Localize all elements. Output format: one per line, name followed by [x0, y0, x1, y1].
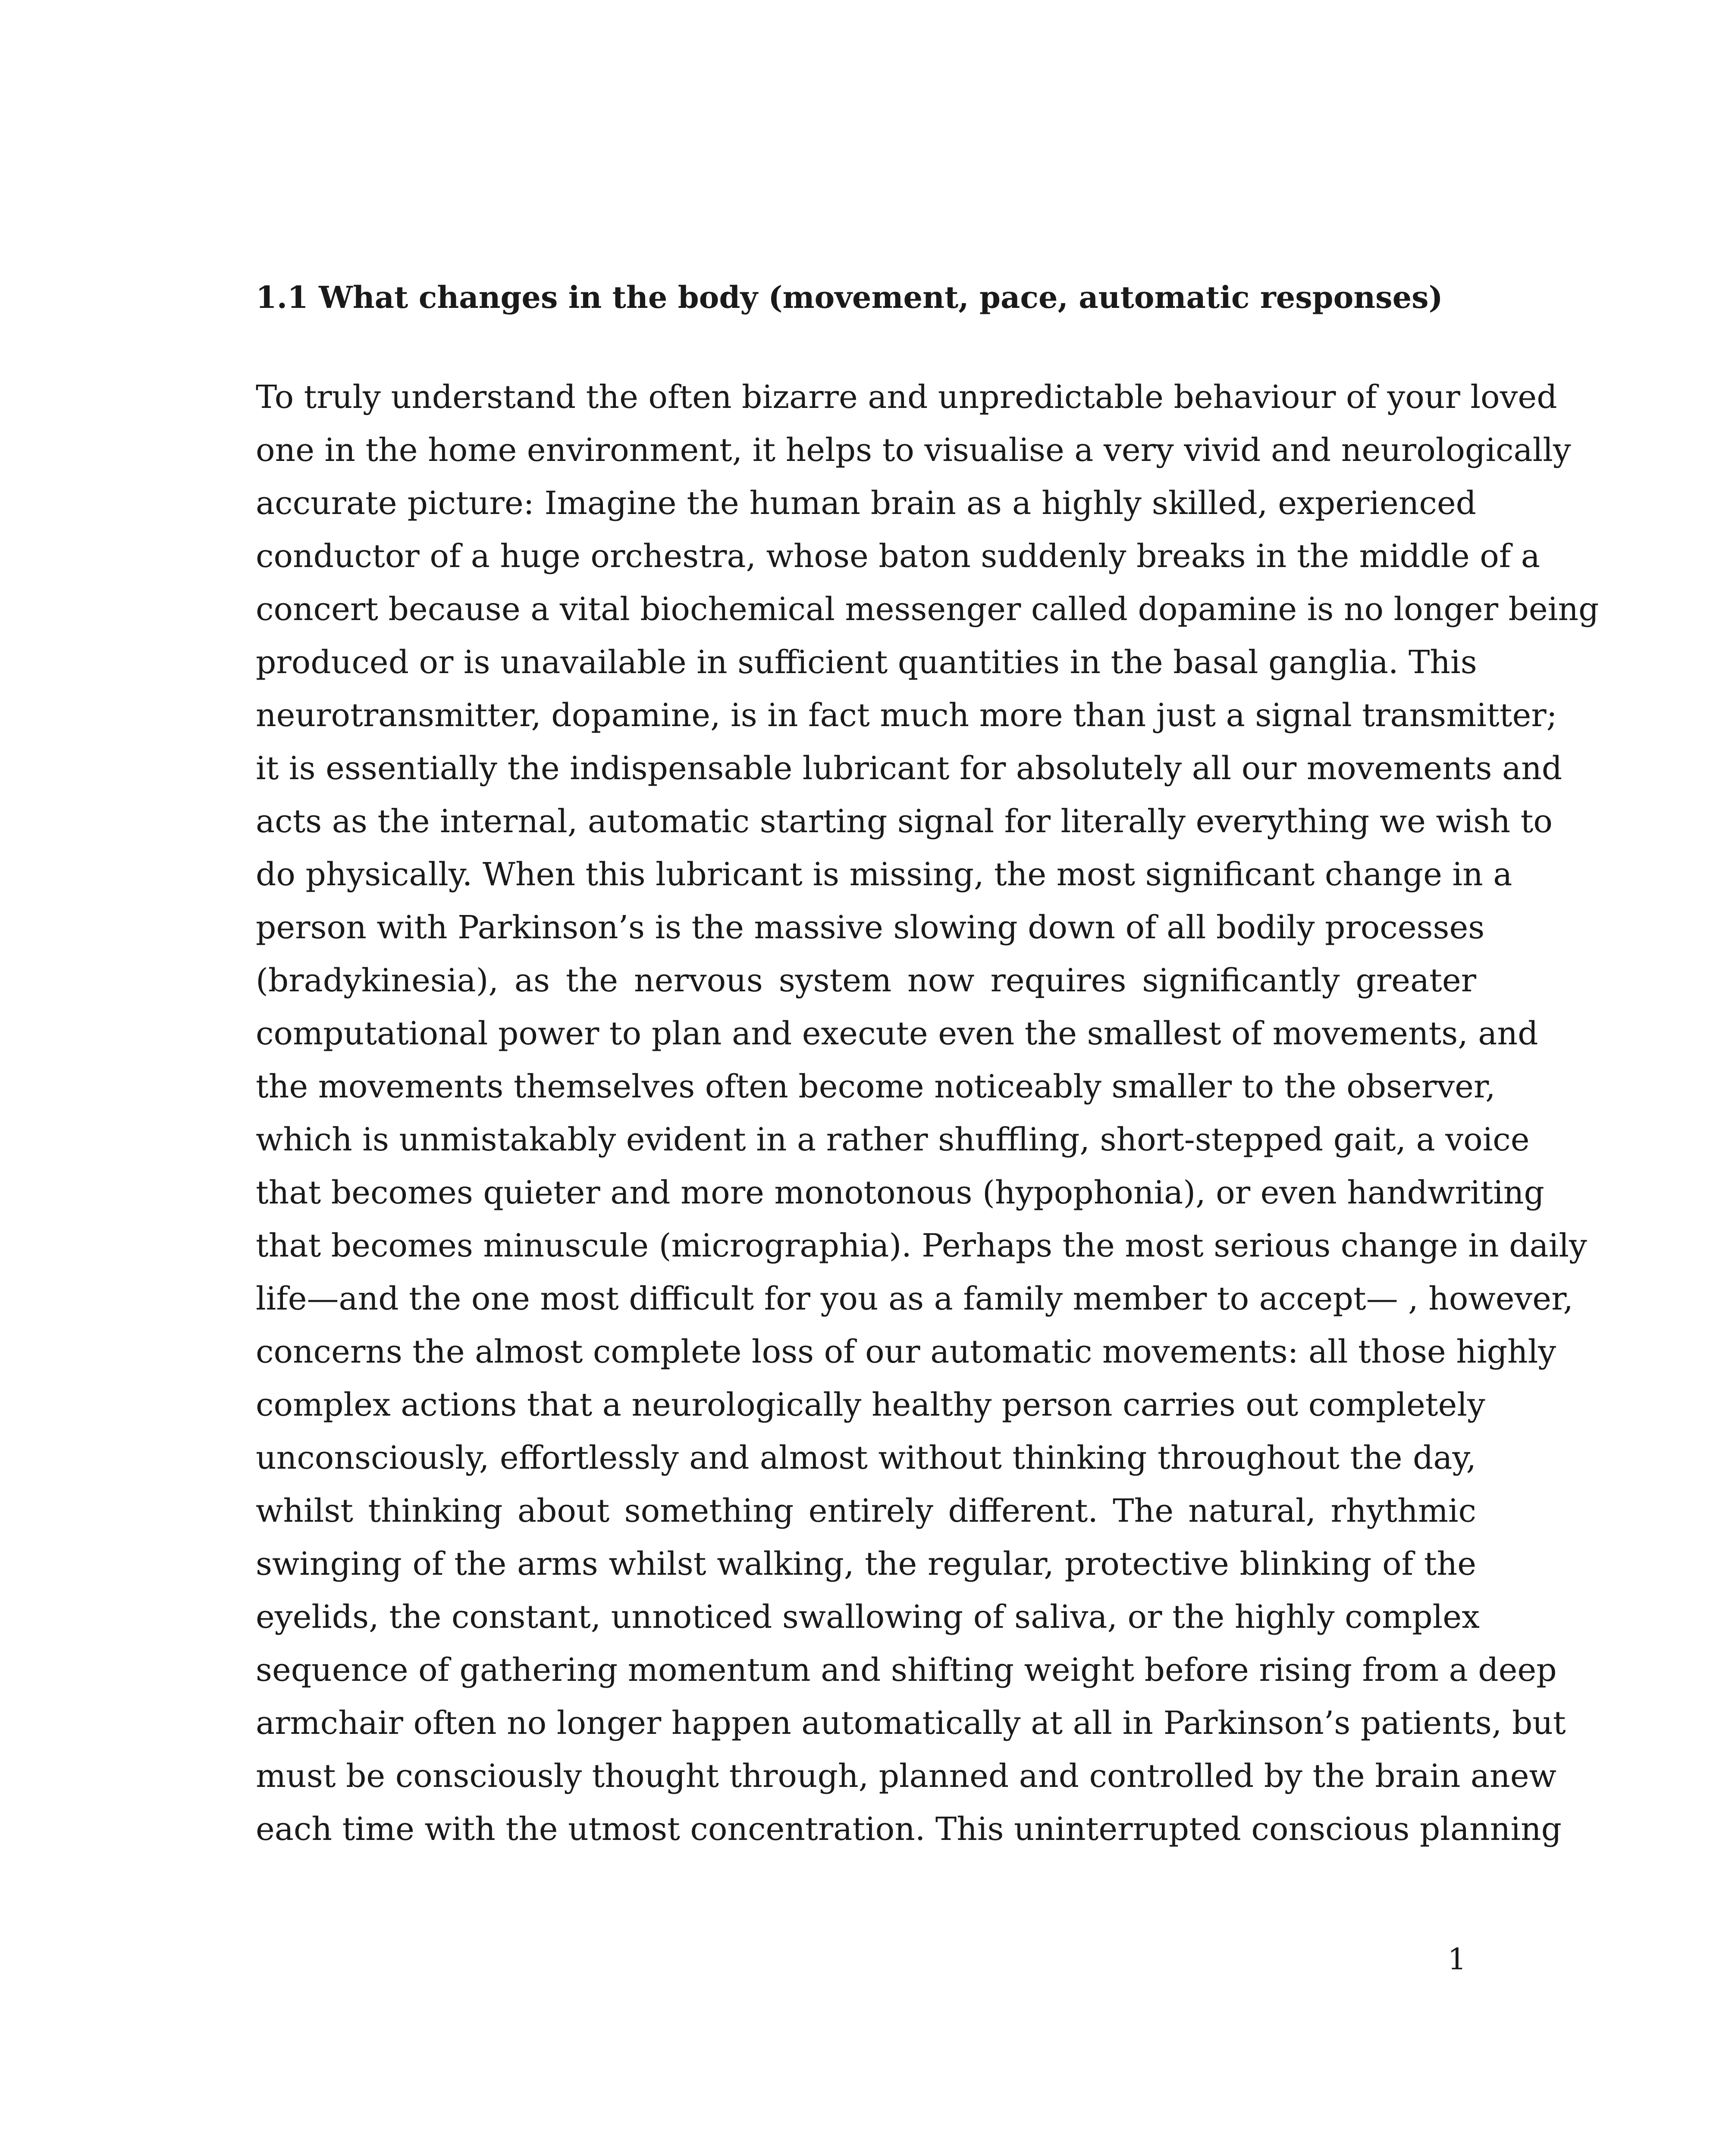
paragraph-line: the movements themselves often become noticeably smaller to the observer,	[256, 1068, 1496, 1105]
section-heading: 1.1 What changes in the body (movement, pace, automatic responses)	[256, 279, 1443, 315]
paragraph-line: each time with the utmost concentration. This uninterrupted conscious planning	[256, 1811, 1562, 1848]
paragraph-line: whilst thinking about something entirely different. The natural, rhythmic	[256, 1492, 1476, 1529]
paragraph-line: unconsciously, effortlessly and almost without thinking throughout the day,	[256, 1439, 1476, 1476]
paragraph-line: produced or is unavailable in sufficient quantities in the basal ganglia. This	[256, 644, 1477, 681]
paragraph-line: must be consciously thought through, planned and controlled by the brain anew	[256, 1758, 1556, 1795]
paragraph-line: swinging of the arms whilst walking, the regular, protective blinking of the	[256, 1545, 1476, 1583]
paragraph-line: conductor of a huge orchestra, whose baton suddenly breaks in the middle of a	[256, 538, 1540, 575]
paragraph-line: life—and the one most difficult for you as a family member to accept— , however,	[256, 1280, 1573, 1317]
paragraph-line: it is essentially the indispensable lubricant for absolutely all our movements and	[256, 750, 1563, 787]
page-number: 1	[1447, 1943, 1466, 1977]
paragraph-line: do physically. When this lubricant is missing, the most significant change in a	[256, 856, 1512, 893]
paragraph-line: accurate picture: Imagine the human brain as a highly skilled, experienced	[256, 485, 1476, 522]
paragraph-line: To truly understand the often bizarre and unpredictable behaviour of your loved	[256, 379, 1557, 416]
body-paragraph	[256, 371, 1599, 1856]
paragraph-line: (bradykinesia), as the nervous system now requires significantly greater	[256, 962, 1476, 999]
paragraph-line: eyelids, the constant, unnoticed swallowing of saliva, or the highly complex	[256, 1598, 1480, 1636]
paragraph-line: person with Parkinson’s is the massive slowing down of all bodily processes	[256, 909, 1485, 946]
paragraph-line: acts as the internal, automatic starting signal for literally everything we wish to	[256, 803, 1553, 840]
paragraph-line: neurotransmitter, dopamine, is in fact much more than just a signal transmitter;	[256, 697, 1557, 734]
paragraph-line: that becomes quieter and more monotonous (hypophonia), or even handwriting	[256, 1174, 1544, 1211]
paragraph-line: concerns the almost complete loss of our automatic movements: all those highly	[256, 1333, 1556, 1370]
paragraph-line: one in the home environment, it helps to visualise a very vivid and neurologically	[256, 432, 1571, 469]
paragraph-line: concert because a vital biochemical messenger called dopamine is no longer being	[256, 591, 1599, 628]
paragraph-line: complex actions that a neurologically healthy person carries out completely	[256, 1386, 1485, 1423]
paragraph-line: computational power to plan and execute even the smallest of movements, and	[256, 1015, 1538, 1052]
paragraph-line: sequence of gathering momentum and shifting weight before rising from a deep	[256, 1651, 1557, 1689]
paragraph-line: armchair often no longer happen automatically at all in Parkinson’s patients, but	[256, 1705, 1566, 1742]
paragraph-line: that becomes minuscule (micrographia). Perhaps the most serious change in daily	[256, 1227, 1587, 1264]
paragraph-line: which is unmistakably evident in a rather shuffling, short-stepped gait, a voice	[256, 1121, 1530, 1158]
